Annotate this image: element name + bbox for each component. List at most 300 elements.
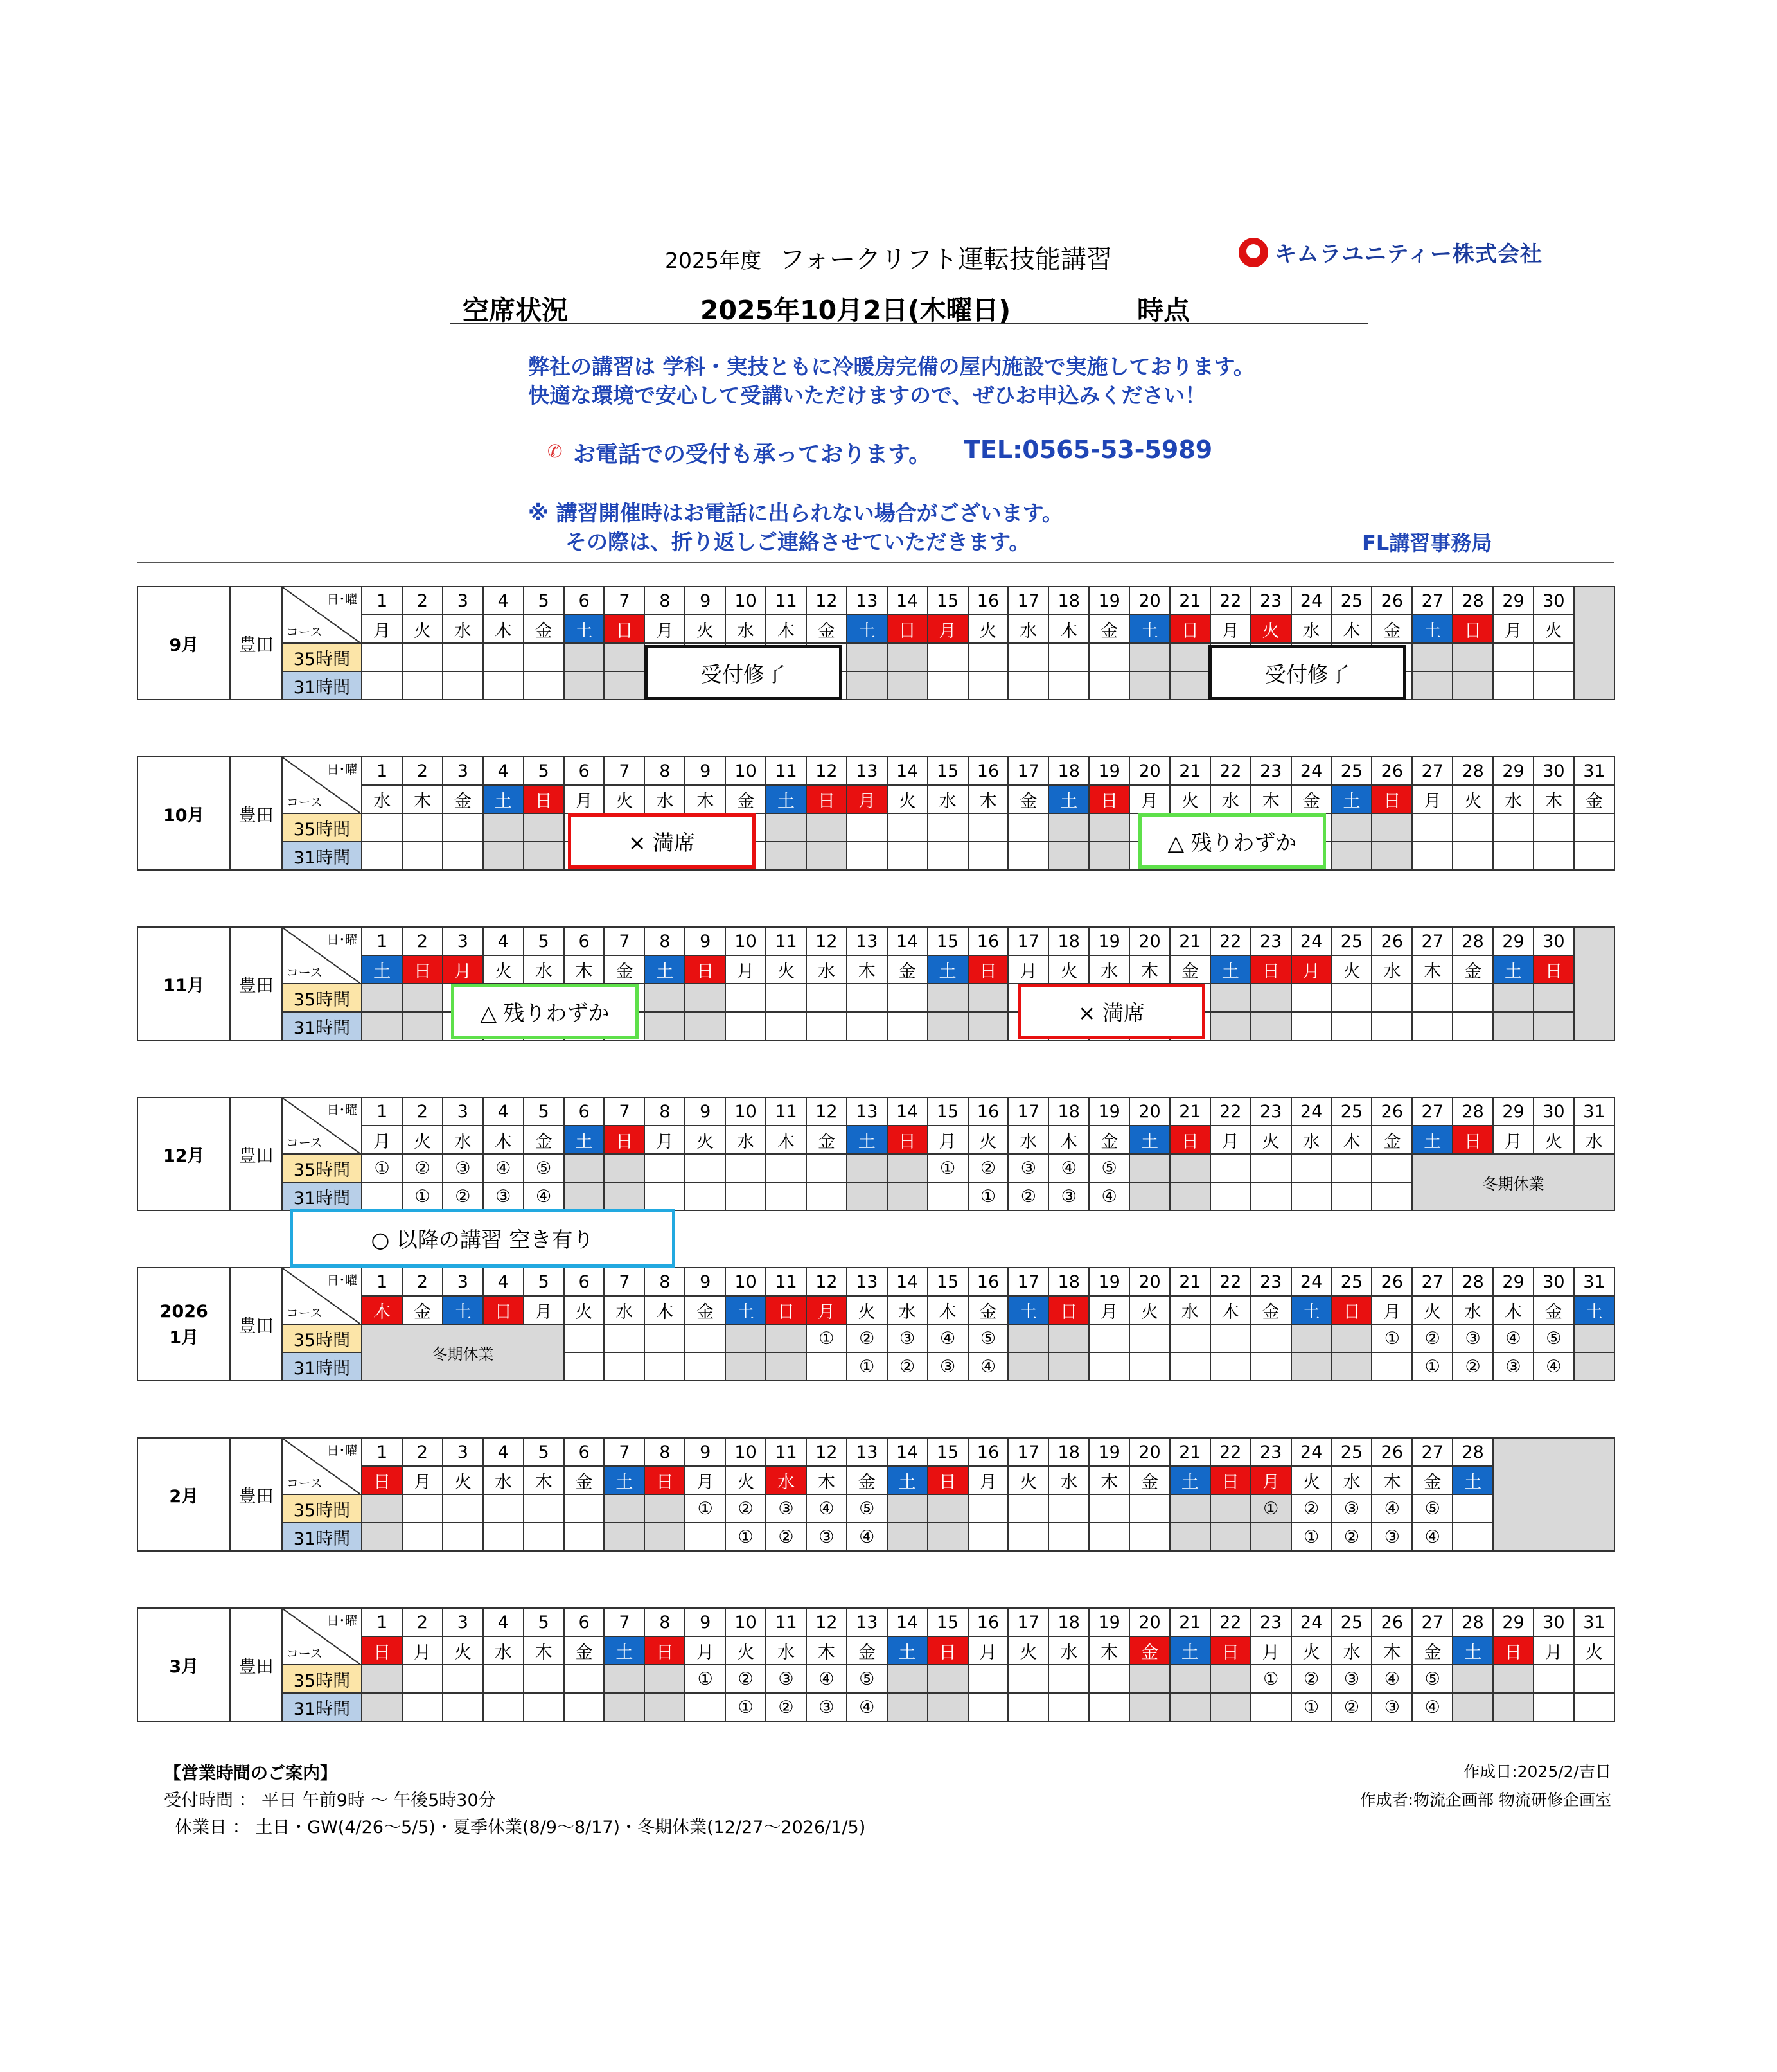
weekday-cell: 金	[1170, 955, 1210, 984]
slot-35h	[524, 813, 564, 842]
day-number: 22	[1210, 1608, 1251, 1636]
weekday-cell: 木	[806, 1466, 847, 1494]
slot-31h	[1210, 1182, 1251, 1210]
slot-35h: ③	[887, 1324, 928, 1352]
day-number: 4	[483, 1438, 524, 1466]
weekday-cell: 日	[644, 1466, 685, 1494]
day-number: 5	[524, 1608, 564, 1636]
slot-31h	[806, 1352, 847, 1381]
slot-31h	[928, 671, 968, 700]
slot-35h	[1089, 1324, 1129, 1352]
course-35h-label: 35時間	[282, 1494, 362, 1523]
weekday-cell: 木	[1493, 1296, 1534, 1324]
slot-31h	[1089, 1523, 1129, 1551]
day-number: 9	[685, 1438, 725, 1466]
weekday-cell: 金	[1291, 785, 1332, 813]
slot-35h	[1332, 813, 1372, 842]
slot-35h	[887, 1665, 928, 1693]
winter-holiday: 冬期休業	[362, 1324, 563, 1381]
slot-35h	[847, 1154, 887, 1182]
weekday-cell: 水	[806, 955, 847, 984]
day-number: 25	[1332, 587, 1372, 615]
slot-35h	[1089, 1494, 1129, 1523]
slot-35h: ④	[483, 1154, 524, 1182]
calendar-row	[137, 1665, 1614, 1693]
day-number: 31	[1574, 1608, 1614, 1636]
slot-35h	[644, 1154, 685, 1182]
day-number: 5	[524, 927, 564, 955]
location-label: 豊田	[230, 1608, 281, 1721]
slot-35h	[1170, 1665, 1210, 1693]
calendar-row	[137, 842, 1614, 870]
slot-35h	[1493, 643, 1534, 671]
slot-35h	[887, 1154, 928, 1182]
slot-35h: ①	[1251, 1494, 1291, 1523]
day-number: 9	[685, 1097, 725, 1126]
weekday-cell: 金	[443, 785, 483, 813]
weekday-cell: 月	[1210, 1126, 1251, 1154]
weekday-cell: 火	[443, 1466, 483, 1494]
slot-35h	[1170, 1154, 1210, 1182]
weekday-cell: 土	[564, 615, 605, 643]
slot-35h: ③	[1008, 1154, 1048, 1182]
slot-35h	[564, 1324, 605, 1352]
weekday-cell: 金	[524, 615, 564, 643]
slot-31h: ①	[725, 1693, 766, 1721]
day-number: 29	[1493, 1608, 1534, 1636]
slot-35h	[1008, 1665, 1048, 1693]
weekday-cell: 土	[887, 1636, 928, 1665]
day-number: 29	[1493, 587, 1534, 615]
slot-35h	[1170, 1494, 1210, 1523]
weekday-cell: 金	[1089, 1126, 1129, 1154]
weekday-cell: 日	[524, 785, 564, 813]
day-number: 1	[362, 1268, 402, 1296]
slot-31h	[1332, 1012, 1372, 1040]
slot-35h	[766, 813, 806, 842]
slot-35h	[766, 1154, 806, 1182]
day-number: 29	[1493, 927, 1534, 955]
weekday-cell: 日	[604, 1126, 644, 1154]
day-number: 1	[362, 1608, 402, 1636]
day-number: 24	[1291, 927, 1332, 955]
slot-31h: ④	[847, 1693, 887, 1721]
slot-31h	[564, 1523, 605, 1551]
slot-35h	[1493, 1665, 1534, 1693]
day-number: 21	[1170, 1268, 1210, 1296]
weekday-cell: 金	[968, 1296, 1009, 1324]
day-number: 16	[968, 1097, 1009, 1126]
day-number: 28	[1453, 587, 1493, 615]
day-number: 17	[1008, 1097, 1048, 1126]
day-label: 日･曜	[326, 933, 358, 947]
day-number: 28	[1453, 927, 1493, 955]
month-label	[137, 1097, 230, 1210]
weekday-cell: 金	[887, 955, 928, 984]
slot-35h: ①	[362, 1154, 402, 1182]
day-number: 27	[1412, 1608, 1453, 1636]
weekday-cell: 木	[1251, 785, 1291, 813]
day-label: 日･曜	[326, 1103, 358, 1117]
day-number: 1	[362, 927, 402, 955]
course-label: コース	[286, 1306, 323, 1320]
slot-31h	[604, 1523, 644, 1551]
month-name: 3月	[169, 1656, 199, 1677]
calendar-row	[137, 1494, 1614, 1523]
slot-35h	[1008, 813, 1048, 842]
slot-35h	[483, 1494, 524, 1523]
slot-31h	[524, 1693, 564, 1721]
day-number: 2	[402, 1268, 443, 1296]
full-box-oct: × 満席	[568, 813, 756, 869]
weekday-cell: 火	[1048, 955, 1089, 984]
day-number: 21	[1170, 927, 1210, 955]
slot-31h	[1170, 1693, 1210, 1721]
slot-35h: ⑤	[1412, 1665, 1453, 1693]
slot-31h	[685, 1693, 725, 1721]
day-number: 25	[1332, 757, 1372, 785]
slot-31h	[524, 671, 564, 700]
weekday-cell: 水	[887, 1296, 928, 1324]
slot-35h	[1129, 1154, 1170, 1182]
calendar-row	[137, 1097, 1614, 1126]
course-35h-label: 35時間	[282, 643, 362, 671]
slot-35h: ③	[1332, 1494, 1372, 1523]
weekday-cell: 水	[928, 785, 968, 813]
weekday-cell: 火	[564, 1296, 605, 1324]
slot-35h	[806, 813, 847, 842]
slot-31h	[1251, 1012, 1291, 1040]
weekday-cell: 水	[443, 1126, 483, 1154]
slot-31h	[1453, 671, 1493, 700]
weekday-cell: 月	[564, 785, 605, 813]
slot-35h: ②	[847, 1324, 887, 1352]
weekday-cell: 日	[928, 1466, 968, 1494]
day-number: 23	[1251, 1438, 1291, 1466]
day-number: 4	[483, 1608, 524, 1636]
calendar-row	[137, 1352, 1614, 1381]
slot-35h	[1048, 813, 1089, 842]
day-number: 21	[1170, 757, 1210, 785]
day-number: 16	[968, 587, 1009, 615]
slot-35h	[725, 1154, 766, 1182]
slot-35h	[928, 1494, 968, 1523]
weekday-cell: 日	[1048, 1296, 1089, 1324]
weekday-cell: 金	[1129, 1466, 1170, 1494]
day-number: 3	[443, 927, 483, 955]
company-logo	[1239, 236, 1543, 268]
slot-35h	[1089, 643, 1129, 671]
slot-35h	[402, 984, 443, 1012]
slot-31h: ③	[1372, 1693, 1412, 1721]
weekday-cell: 月	[1493, 615, 1534, 643]
location-label: 豊田	[230, 1438, 281, 1551]
slot-35h: ①	[928, 1154, 968, 1182]
slot-35h	[1493, 813, 1534, 842]
weekday-cell: 木	[1089, 1466, 1129, 1494]
slot-35h	[1170, 643, 1210, 671]
weekday-cell: 水	[725, 1126, 766, 1154]
weekday-cell: 木	[1534, 785, 1574, 813]
weekday-cell: 土	[604, 1466, 644, 1494]
slot-31h: ④	[524, 1182, 564, 1210]
weekday-cell: 火	[685, 1126, 725, 1154]
slot-31h	[887, 842, 928, 870]
slot-31h: ③	[806, 1693, 847, 1721]
slot-31h	[443, 1523, 483, 1551]
note-line-1: ※ 講習開催時はお電話に出られない場合がございます。	[528, 500, 1063, 526]
course-31h-label: 31時間	[282, 671, 362, 700]
slot-35h: ①	[1372, 1324, 1412, 1352]
slot-31h	[1008, 1693, 1048, 1721]
course-35h-label: 35時間	[282, 1665, 362, 1693]
office-name: FL講習事務局	[1362, 531, 1492, 555]
slot-35h	[1129, 1324, 1170, 1352]
weekday-cell: 月	[1534, 1636, 1574, 1665]
calendar-row	[137, 1268, 1614, 1296]
weekday-cell: 木	[685, 785, 725, 813]
weekday-cell: 月	[968, 1636, 1009, 1665]
month-name: 9月	[169, 635, 199, 655]
slot-35h	[483, 643, 524, 671]
slot-35h	[1048, 1494, 1089, 1523]
slot-31h	[1372, 1182, 1412, 1210]
slot-35h	[928, 643, 968, 671]
slot-35h	[685, 1324, 725, 1352]
slot-31h	[968, 671, 1009, 700]
calendar-row	[137, 587, 1614, 615]
slot-31h	[1574, 842, 1614, 870]
slot-35h	[1453, 1494, 1493, 1523]
day-number: 21	[1170, 587, 1210, 615]
slot-31h	[1170, 671, 1210, 700]
slot-31h	[564, 1352, 605, 1381]
day-number: 20	[1129, 1097, 1170, 1126]
weekday-cell: 金	[564, 1466, 605, 1494]
slot-35h: ⑤	[524, 1154, 564, 1182]
slot-31h	[1008, 671, 1048, 700]
weekday-cell: 日	[644, 1636, 685, 1665]
weekday-cell: 土	[1493, 955, 1534, 984]
slot-31h	[443, 842, 483, 870]
slot-31h	[1493, 671, 1534, 700]
day-number: 19	[1089, 587, 1129, 615]
day-number: 19	[1089, 1097, 1129, 1126]
header-corner	[282, 927, 362, 984]
calendar-row	[137, 1608, 1614, 1636]
available-box: ○ 以降の講習 空き有り	[290, 1209, 675, 1268]
slot-35h	[483, 1665, 524, 1693]
header-corner	[282, 1097, 362, 1154]
slot-31h	[644, 1523, 685, 1551]
slot-35h	[402, 1665, 443, 1693]
slot-35h	[928, 984, 968, 1012]
day-number: 7	[604, 587, 644, 615]
slot-35h: ⑤	[847, 1665, 887, 1693]
slot-35h	[1534, 984, 1574, 1012]
slot-35h	[1412, 813, 1453, 842]
weekday-cell: 日	[968, 955, 1009, 984]
weekday-cell: 土	[1048, 785, 1089, 813]
slot-31h	[443, 1693, 483, 1721]
day-number: 4	[483, 587, 524, 615]
weekday-cell: 土	[725, 1296, 766, 1324]
slot-31h	[1493, 1693, 1534, 1721]
slot-35h	[1048, 643, 1089, 671]
slot-31h	[1291, 1182, 1332, 1210]
phone-text: お電話での受付も承っております。	[573, 442, 932, 468]
slot-31h: ③	[483, 1182, 524, 1210]
weekday-cell: 火	[725, 1466, 766, 1494]
day-number: 7	[604, 1268, 644, 1296]
weekday-cell: 水	[1048, 1636, 1089, 1665]
weekday-cell: 水	[644, 785, 685, 813]
weekday-cell: 日	[1089, 785, 1129, 813]
slot-35h	[604, 1494, 644, 1523]
weekday-cell: 金	[1129, 1636, 1170, 1665]
slot-31h	[928, 1012, 968, 1040]
day-number: 22	[1210, 1268, 1251, 1296]
slot-35h	[604, 1665, 644, 1693]
weekday-cell: 土	[1412, 615, 1453, 643]
slot-31h: ④	[847, 1523, 887, 1551]
day-number: 11	[766, 757, 806, 785]
slot-35h: ①	[685, 1494, 725, 1523]
slot-31h	[1534, 842, 1574, 870]
day-number: 27	[1412, 1268, 1453, 1296]
day-number: 18	[1048, 1097, 1089, 1126]
weekday-cell: 月	[1089, 1296, 1129, 1324]
day-number: 11	[766, 1097, 806, 1126]
day-number: 15	[928, 1268, 968, 1296]
weekday-cell: 金	[1534, 1296, 1574, 1324]
weekday-cell: 火	[1291, 1636, 1332, 1665]
slot-35h	[1251, 984, 1291, 1012]
phone-number[interactable]: TEL:0565-53-5989	[964, 436, 1213, 464]
day-number: 28	[1453, 1438, 1493, 1466]
slot-35h	[564, 643, 605, 671]
weekday-cell: 金	[725, 785, 766, 813]
slot-31h: ①	[725, 1523, 766, 1551]
weekday-cell: 月	[443, 955, 483, 984]
slot-35h	[644, 1324, 685, 1352]
slot-31h	[1332, 1182, 1372, 1210]
calendar-row	[137, 1523, 1614, 1551]
weekday-cell: 木	[564, 955, 605, 984]
slot-31h	[604, 1352, 644, 1381]
slot-31h	[644, 1182, 685, 1210]
slot-31h: ②	[1332, 1693, 1372, 1721]
slot-31h	[1129, 671, 1170, 700]
slot-31h: ④	[968, 1352, 1009, 1381]
winter-holiday: 冬期休業	[1412, 1154, 1614, 1210]
weekday-cell: 土	[1170, 1466, 1210, 1494]
weekday-cell: 水	[1210, 785, 1251, 813]
weekday-cell: 月	[725, 955, 766, 984]
calendar-row	[137, 1438, 1614, 1466]
slot-35h	[685, 984, 725, 1012]
weekday-cell: 水	[443, 615, 483, 643]
weekday-cell: 木	[1332, 615, 1372, 643]
slot-31h	[806, 1012, 847, 1040]
slot-31h: ③	[1048, 1182, 1089, 1210]
slot-31h	[483, 1523, 524, 1551]
day-number: 16	[968, 757, 1009, 785]
day-number: 31	[1574, 1268, 1614, 1296]
slot-35h: ⑤	[1534, 1324, 1574, 1352]
day-number: 17	[1008, 927, 1048, 955]
weekday-cell: 日	[887, 615, 928, 643]
weekday-cell: 月	[362, 1126, 402, 1154]
calendar-row	[137, 1324, 1614, 1352]
day-number: 6	[564, 927, 605, 955]
slot-35h	[1574, 1665, 1614, 1693]
slot-31h	[1251, 1523, 1291, 1551]
slot-31h: ①	[402, 1182, 443, 1210]
weekday-cell: 土	[847, 615, 887, 643]
weekday-cell: 木	[1048, 1126, 1089, 1154]
day-label: 日･曜	[326, 1273, 358, 1288]
intro-line-2: 快適な環境で安心して受講いただけますので、ぜひお申込みください！	[528, 383, 1207, 408]
day-number: 8	[644, 1268, 685, 1296]
slot-31h	[1251, 1693, 1291, 1721]
slot-35h: ①	[1251, 1665, 1291, 1693]
calendar-month	[137, 1267, 1615, 1381]
slot-35h	[1210, 984, 1251, 1012]
slot-35h	[1048, 1665, 1089, 1693]
slot-31h	[564, 1182, 605, 1210]
slot-31h	[1372, 1012, 1412, 1040]
day-number: 20	[1129, 757, 1170, 785]
slot-31h	[766, 842, 806, 870]
day-number: 11	[766, 587, 806, 615]
day-number: 7	[604, 927, 644, 955]
day-number: 4	[483, 927, 524, 955]
day-number: 6	[564, 1438, 605, 1466]
day-number: 18	[1048, 757, 1089, 785]
day-number: 22	[1210, 757, 1251, 785]
day-number: 28	[1453, 1097, 1493, 1126]
slot-31h	[928, 1182, 968, 1210]
slot-31h	[362, 1693, 402, 1721]
day-number: 31	[1574, 757, 1614, 785]
day-number: 5	[524, 1268, 564, 1296]
weekday-cell: 日	[402, 955, 443, 984]
weekday-cell: 金	[604, 955, 644, 984]
slot-31h	[1210, 1012, 1251, 1040]
day-number: 12	[806, 1608, 847, 1636]
day-number: 20	[1129, 1268, 1170, 1296]
day-number: 14	[887, 587, 928, 615]
month-label	[137, 1268, 230, 1381]
slot-35h	[725, 984, 766, 1012]
day-number: 2	[402, 587, 443, 615]
location-label: 豊田	[230, 587, 281, 700]
day-number: 11	[766, 1608, 806, 1636]
weekday-cell: 水	[483, 1466, 524, 1494]
slot-35h	[887, 643, 928, 671]
closed-box-sep-1: 受付修了	[644, 645, 842, 700]
day-number: 6	[564, 1608, 605, 1636]
day-number: 30	[1534, 587, 1574, 615]
day-number: 22	[1210, 927, 1251, 955]
slot-35h	[968, 1494, 1009, 1523]
weekday-cell: 木	[806, 1636, 847, 1665]
day-number: 18	[1048, 927, 1089, 955]
slot-31h: ③	[928, 1352, 968, 1381]
weekday-cell: 火	[1129, 1296, 1170, 1324]
day-number: 3	[443, 1438, 483, 1466]
